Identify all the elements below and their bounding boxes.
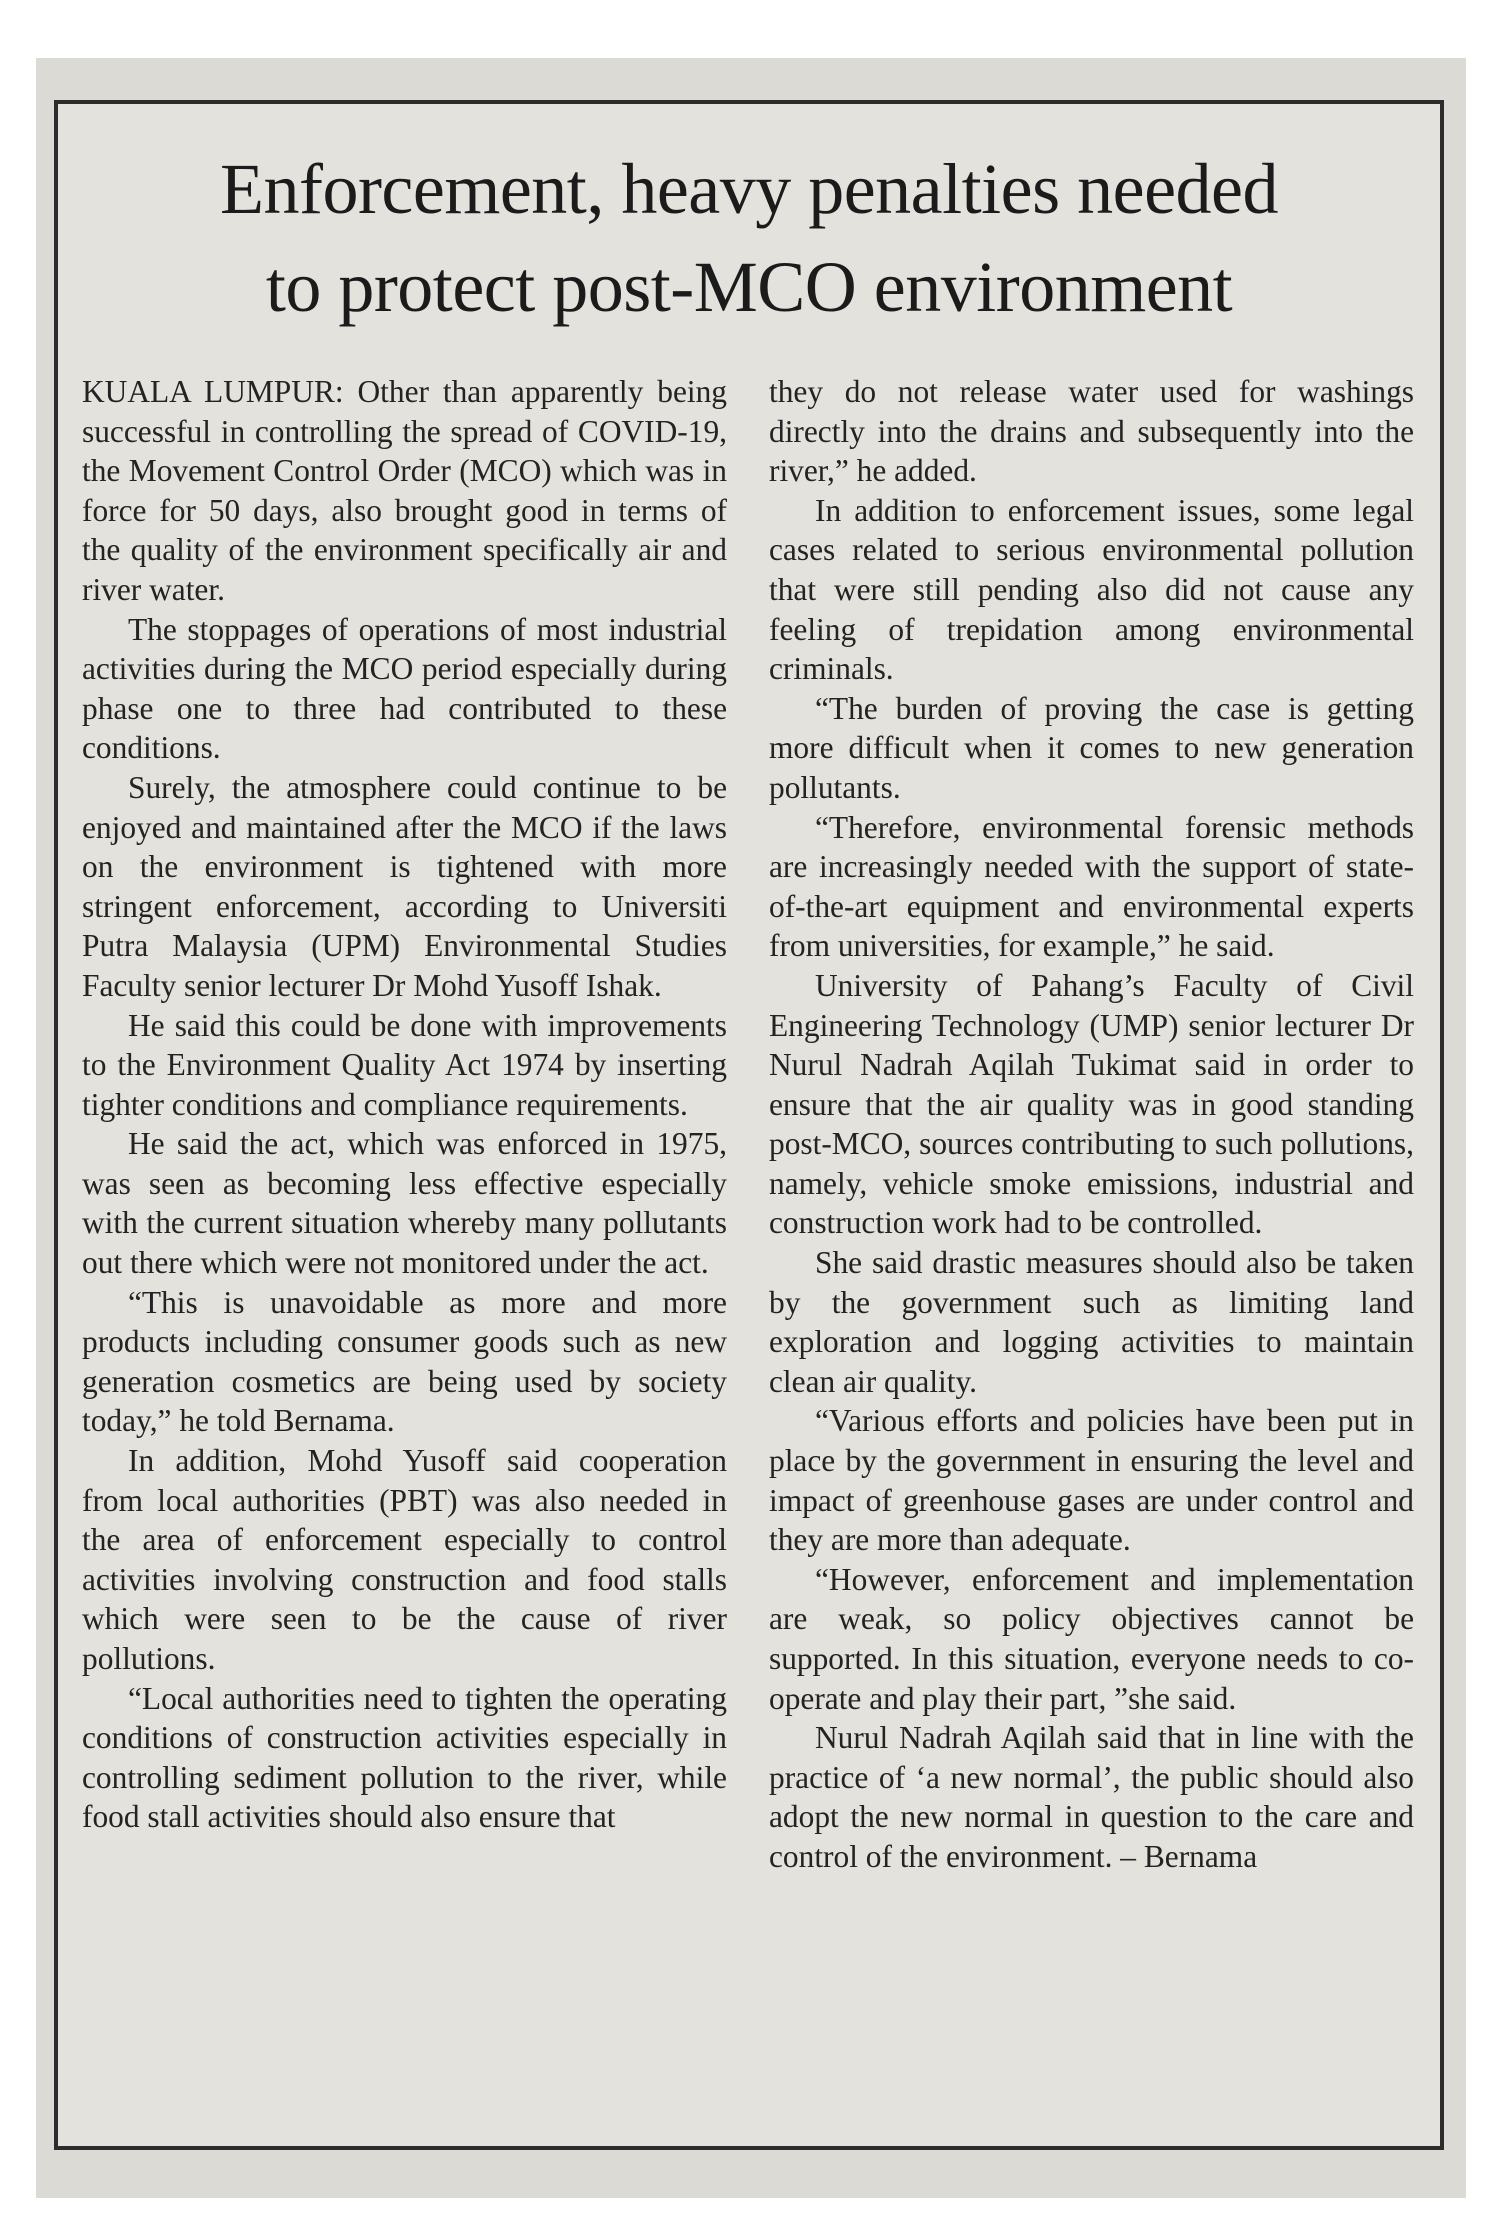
column-left bbox=[82, 372, 727, 2126]
paragraph: He said this could be done with improvements to the Environment Quality Act 1974 by inserting tighter conditions and compliance requirements. bbox=[82, 1007, 727, 1122]
article-frame bbox=[54, 100, 1444, 2150]
paragraph: In addition, Mohd Yusoff said cooperation from local authorities (PBT) was also needed in the area of enforcement especially to control activities involving construction and food stalls which were seen to be the cause of river pollutions. bbox=[82, 1443, 727, 1676]
article-body bbox=[82, 372, 1414, 2126]
headline-line-2: to protect post-MCO environment bbox=[265, 247, 1233, 327]
newspaper-clipping bbox=[36, 58, 1466, 2198]
paragraph: “Local authorities need to tighten the operating conditions of construction activities especially in controlling sediment pollution to the river, while food stall activities should also ensure that bbox=[82, 1680, 727, 1835]
paragraph: “The burden of proving the case is getting more difficult when it comes to new generation pollutants. bbox=[769, 690, 1414, 805]
paragraph: KUALA LUMPUR: Other than apparently being successful in controlling the spread of COVID-19, the Movement Control Order (MCO) which was in force for 50 days, also brought good in terms of the quality of the environment specifically air and river water. bbox=[82, 374, 727, 607]
paragraph: She said drastic measures should also be taken by the government such as limiting land exploration and logging activities to maintain clean air quality. bbox=[769, 1245, 1414, 1399]
paragraph: they do not release water used for washings directly into the drains and subsequently into the river,” he added. bbox=[769, 374, 1414, 489]
headline bbox=[98, 140, 1400, 336]
paragraph: Surely, the atmosphere could continue to be enjoyed and maintained after the MCO if the laws on the environment is tightened with more stringent enforcement, according to Universiti Putra Malaysia (UPM) Environmental Studies Faculty senior lecturer Dr Mohd Yusoff Ishak. bbox=[82, 769, 727, 1003]
paragraph: Nurul Nadrah Aqilah said that in line with the practice of ‘a new normal’, the public should also adopt the new normal in question to the care and control of the environment. – Bernama bbox=[769, 1720, 1414, 1874]
paragraph: In addition to enforcement issues, some legal cases related to serious environmental pollution that were still pending also did not cause any feeling of trepidation among environmental criminals. bbox=[769, 492, 1414, 687]
paragraph: He said the act, which was enforced in 1975, was seen as becoming less effective especially with the current situation whereby many pollutants out there which were not monitored under the act. bbox=[82, 1126, 727, 1281]
column-right bbox=[769, 372, 1414, 2126]
paragraph: “However, enforcement and implementation are weak, so policy objectives cannot be supported. In this situation, everyone needs to co-operate and play their part, ”she said. bbox=[769, 1561, 1414, 1716]
paragraph: The stoppages of operations of most industrial activities during the MCO period especially during phase one to three had contributed to these conditions. bbox=[82, 611, 727, 766]
paragraph: “Various efforts and policies have been put in place by the government in ensuring the level and impact of greenhouse gases are under control and they are more than adequate. bbox=[769, 1403, 1414, 1558]
headline-line-1: Enforcement, heavy penalties needed bbox=[220, 149, 1278, 229]
paragraph: “This is unavoidable as more and more products including consumer goods such as new generation cosmetics are being used by society today,” he told Bernama. bbox=[82, 1284, 727, 1439]
paragraph: University of Pahang’s Faculty of Civil Engineering Technology (UMP) senior lecturer Dr Nurul Nadrah Aqilah Tukimat said in order to ensure that the air quality was in good standing post-MCO, sources contributing to such pollutions, namely, vehicle smoke emissions, industrial and construction work had to be controlled. bbox=[769, 967, 1414, 1241]
paragraph: “Therefore, environmental forensic methods are increasingly needed with the support of state-of-the-art equipment and environmental experts from universities, for example,” he said. bbox=[769, 809, 1414, 964]
